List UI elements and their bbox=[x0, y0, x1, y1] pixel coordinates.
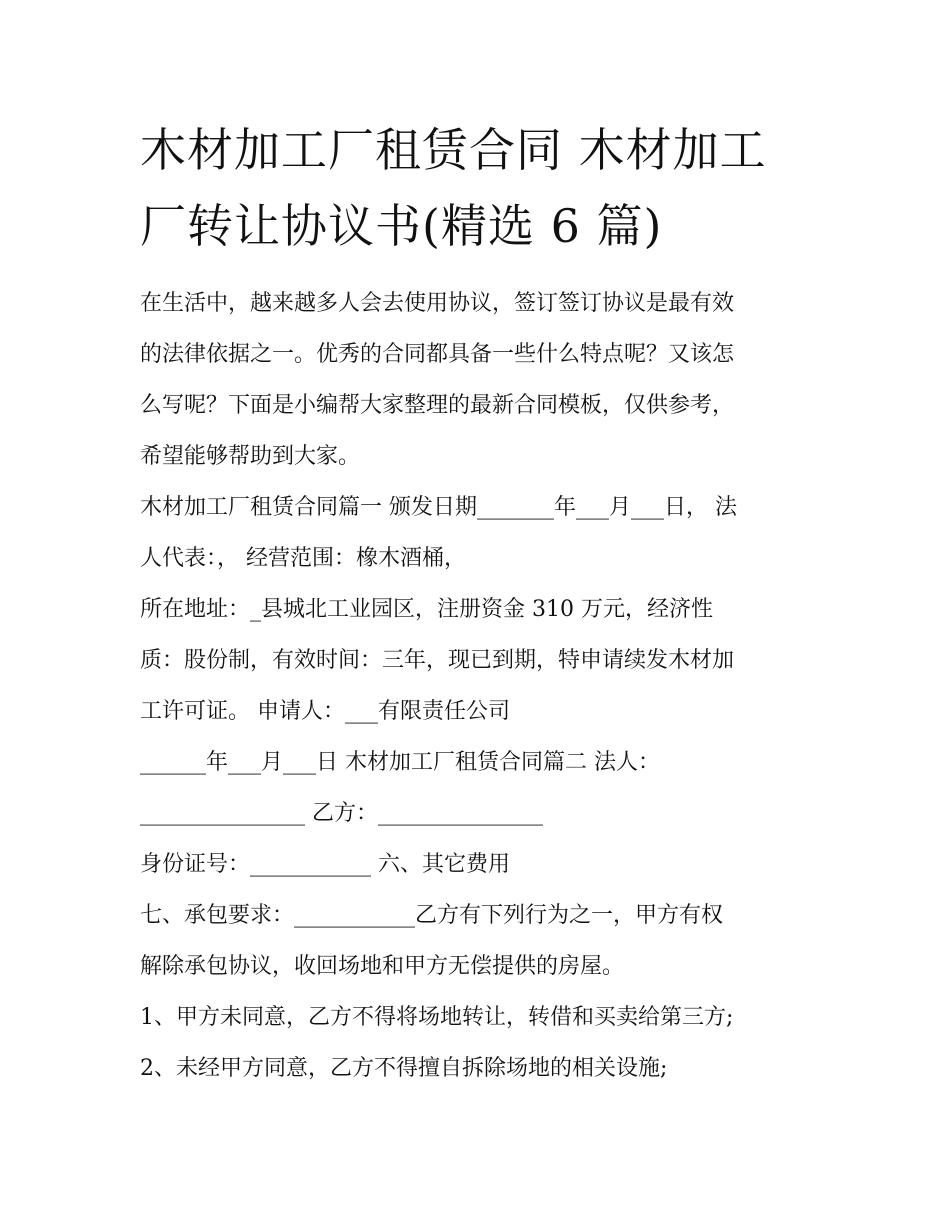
title-line-2: 厂转让协议书(精选 6 篇) bbox=[140, 199, 663, 253]
paragraph-intro bbox=[140, 278, 820, 482]
text-line: 七、承包要求：___________乙方有下列行为之一，甲方有权 bbox=[140, 903, 724, 928]
text-line: _______________ 乙方：_______________ bbox=[140, 801, 543, 826]
paragraph-clause-1 bbox=[140, 992, 820, 1043]
paragraph-contract-two bbox=[140, 737, 820, 839]
text-line: 希望能够帮助到大家。 bbox=[140, 444, 361, 469]
text-line: 工许可证。 申请人：___有限责任公司 bbox=[140, 699, 510, 724]
text-line: 身份证号：___________ 六、其它费用 bbox=[140, 852, 510, 877]
text-line: 1、甲方未同意，乙方不得将场地转让，转借和买卖给第三方; bbox=[140, 1005, 734, 1030]
text-line: 质：股份制，有效时间：三年，现已到期，特申请续发木材加 bbox=[140, 648, 735, 673]
text-line: 么写呢？下面是小编帮大家整理的最新合同模板，仅供参考， bbox=[140, 393, 735, 418]
paragraph-contract-one bbox=[140, 482, 820, 584]
paragraph-id-number bbox=[140, 839, 820, 890]
text-line: 人代表：， 经营范围：橡木酒桶， bbox=[140, 546, 466, 571]
paragraph-clause-2 bbox=[140, 1043, 820, 1094]
text-line: ______年___月___日 木材加工厂租赁合同篇二 法人： bbox=[140, 750, 660, 775]
text-line: 解除承包协议，收回场地和甲方无偿提供的房屋。 bbox=[140, 954, 625, 979]
title-line-1: 木材加工厂租赁合同 木材加工 bbox=[140, 123, 767, 177]
text-line: 所在地址：_县城北工业园区，注册资金 310 万元，经济性 bbox=[140, 597, 713, 622]
document-title bbox=[140, 112, 820, 264]
paragraph-requirements bbox=[140, 890, 820, 992]
text-line: 的法律依据之一。优秀的合同都具备一些什么特点呢？又该怎 bbox=[140, 342, 735, 367]
paragraph-address bbox=[140, 584, 820, 737]
text-line: 2、未经甲方同意，乙方不得擅自拆除场地的相关设施; bbox=[140, 1056, 668, 1081]
text-line: 在生活中，越来越多人会去使用协议，签订签订协议是最有效 bbox=[140, 291, 735, 316]
document-page bbox=[140, 112, 820, 1094]
text-line: 木材加工厂租赁合同篇一 颁发日期_______年___月___日， 法 bbox=[140, 495, 737, 520]
